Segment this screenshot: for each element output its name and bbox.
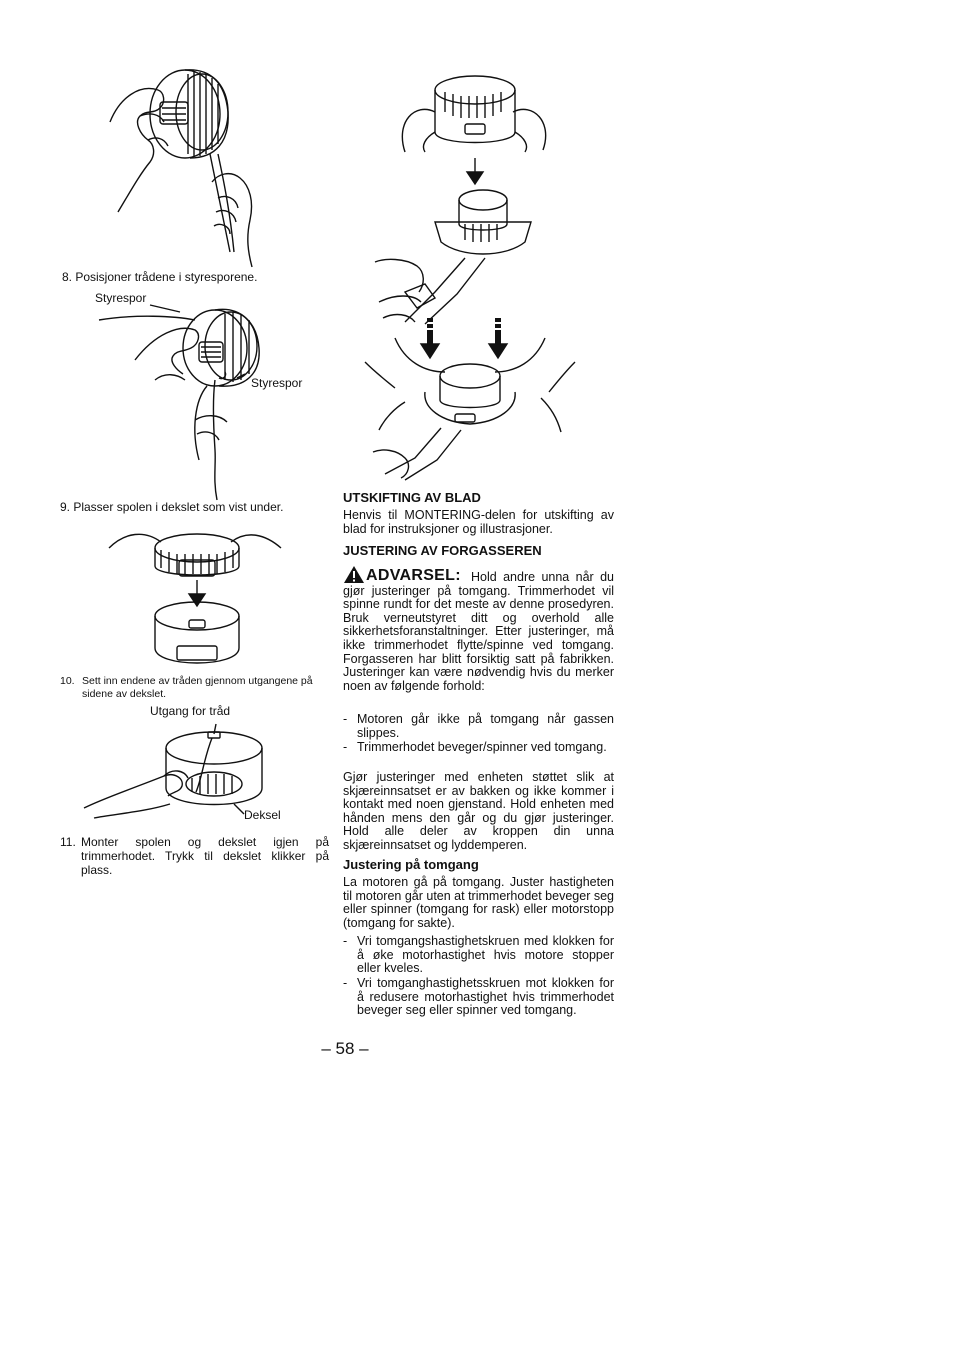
head-reassembly-illustration — [365, 62, 580, 482]
section2-heading: JUSTERING AV FORGASSEREN — [343, 543, 542, 558]
condition-text: Motoren går ikke på tomgang når gassen slippes. — [357, 712, 614, 740]
line-exit-label: Utgang for tråd — [150, 704, 231, 718]
spool-into-cover-illustration — [105, 520, 285, 675]
idle-step-text: Vri tomgangshastighetskruen med klokken for å øke motorhastighet hvis motore stopper eller kveles. — [357, 934, 614, 976]
condition-text: Trimmerhodet beveger/spinner ved tomgang. — [357, 740, 607, 754]
bullet-dash: - — [343, 740, 348, 754]
idle-text: La motoren gå på tomgang. Juster hastigheten til motoren går uten at trimmerhodet beveger seg eller spinner (tomgang for rask) eller motorstopp (tomgang for sakte). — [343, 875, 614, 930]
idle-step-item — [343, 977, 614, 1033]
idle-step-text: Vri tomganghastighetsskruen mot klokken for å redusere motorhastighet hvis trimmerhodet beveger seg eller spinner ved tomgang. — [357, 976, 614, 1018]
bullet-dash: - — [343, 712, 348, 726]
bullet-dash: - — [343, 976, 348, 990]
section1-heading: UTSKIFTING AV BLAD — [343, 490, 481, 505]
condition-item — [343, 713, 614, 741]
condition-item — [343, 741, 614, 769]
idle-step-item — [343, 935, 614, 977]
step10-text: Sett inn endene av tråden gjennom utgangene på sidene av dekslet. — [82, 675, 313, 700]
spool-winding-illustration — [100, 62, 280, 267]
cover-label: Deksel — [244, 808, 281, 822]
step11-number: 11. — [60, 835, 76, 849]
bullet-dash: - — [343, 934, 348, 948]
adjust-text: Gjør justeringer med enheten støttet slik at skjæreinnsatset er av bakken og ikke kommer i kontakt med noen gjenstand. Hold enheten med hånden mens den går og du gjør justeringer. Hold alle deler av kroppen din unna skjæreinnsatset og lyddemperen. — [343, 770, 614, 852]
section1-text: Henvis til MONTERING-delen for utskifting av blad for instruksjoner og illustrasjoner. — [343, 508, 614, 536]
step11-text: Monter spolen og dekslet igjen på trimmerhodet. Trykk til dekslet klikker på plass. — [81, 835, 329, 877]
guide-slot-label-right: Styrespor — [251, 376, 303, 390]
guide-slot-illustration — [95, 300, 315, 500]
step9-caption: 9. Plasser spolen i dekslet som vist under. — [60, 500, 284, 514]
guide-slot-label-top: Styrespor — [95, 291, 147, 305]
step10-number: 10. — [60, 675, 75, 687]
warning-text: Hold andre unna når du gjør justeringer på tomgang. Trimmerhodet vil spinne rundt for det meste av denne prosedyren. Bruk verneutstyret ditt og overhold alle sikkerhetsforanstaltninger. Etter justeringer, må ikke trimmerhodet flytte/spinne ved tomgang. Forgasseren har blitt forsiktig satt på fabrikken. Justeringer kan være nødvendig hvis du merker noen av følgende forhold: — [343, 570, 614, 693]
warning-word: ADVARSEL: — [366, 567, 461, 584]
step8-caption: 8. Posisjoner trådene i styresporene. — [62, 270, 258, 284]
idle-heading: Justering på tomgang — [343, 857, 479, 872]
page-number: – 58 – — [321, 1039, 369, 1058]
